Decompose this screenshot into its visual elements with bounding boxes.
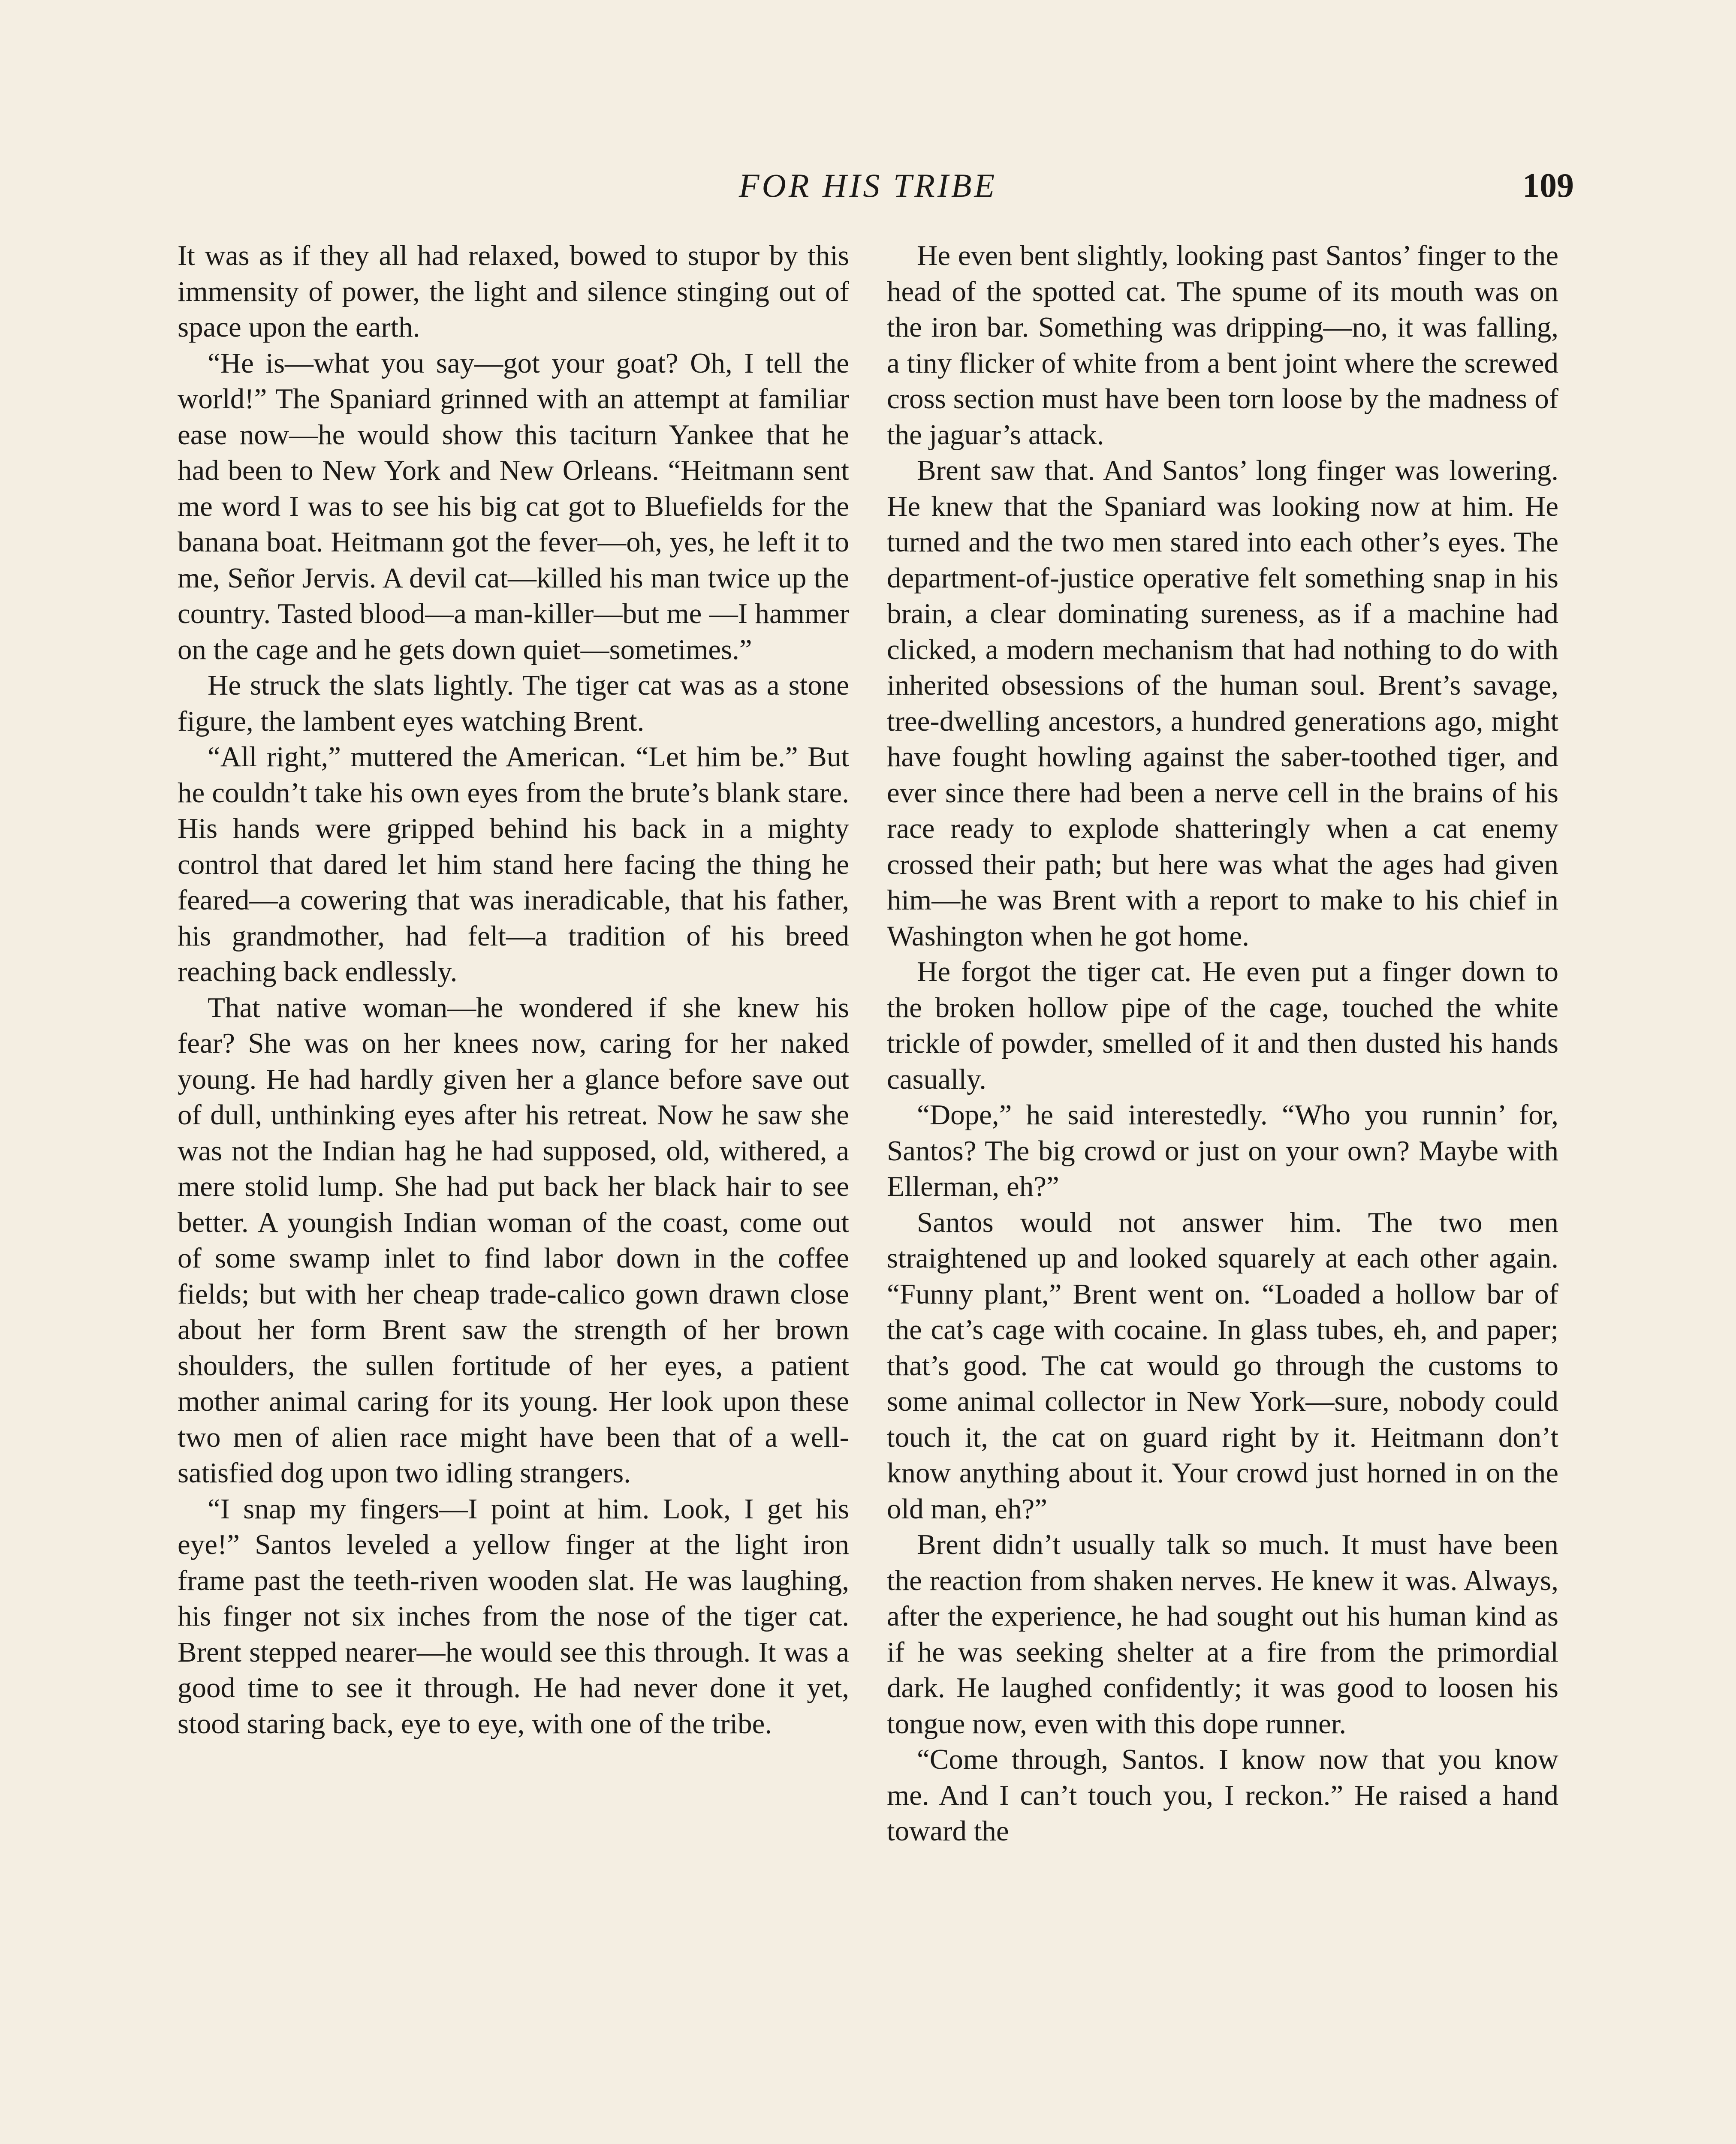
paragraph: “Come through, Santos. I know now that you know me. And I can’t touch you, I reckon.” He raised a hand toward the — [887, 1744, 1558, 1847]
paragraph: He forgot the tiger cat. He even put a finger down to the broken hollow pipe of the cage, touched the white trickle of powder, smelled of it and then dusted his hands casually. — [887, 956, 1558, 1095]
right-column — [887, 238, 1558, 1849]
page-number: 109 — [1522, 167, 1574, 205]
paragraph: That native woman—he wondered if she knew his fear? She was on her knees now, caring for her naked young. He had hardly given her a glance before save out of dull, unthinking eyes after his retreat. Now he saw she was not the Indian hag he had supposed, old, withered, a mere stolid lump. She had put back her black hair to see better. A youngish Indian woman of the coast, come out of some swamp inlet to find labor down in the coffee fields; but with her cheap trade-calico gown drawn close about her form Brent saw the strength of her brown shoulders, the sullen fortitude of her eyes, a patient mother animal caring for its young. Her look upon these two men of alien race might have been that of a well-satisfied dog upon two idling strangers. — [178, 991, 849, 1489]
paragraph: Brent didn’t usually talk so much. It must have been the reaction from shaken nerves. He knew it was. Always, after the experience, he had sought out his human kind as if he was seeking shelter at a fire from the primordial dark. He laughed confidently; it was good to loosen his tongue now, even with this dope runner. — [887, 1529, 1558, 1740]
paragraph: “I snap my fingers—I point at him. Look, I get his eye!” Santos leveled a yellow finger at the light iron frame past the teeth-riven wooden slat. He was laughing, his finger not six inches from the nose of the tiger cat. Brent stepped nearer—he would see this through. It was a good time to see it through. He had never done it yet, stood staring back, eye to eye, with one of the tribe. — [178, 1493, 849, 1740]
paragraph: He even bent slightly, looking past Santos’ finger to the head of the spotted cat. The spume of its mouth was on the iron bar. Something was dripping—no, it was falling, a tiny flicker of white from a bent joint where the screwed cross section must have been torn loose by the madness of the jaguar’s attack. — [887, 240, 1558, 451]
paragraph: Santos would not answer him. The two men straightened up and looked squarely at each other again. “Funny plant,” Brent went on. “Loaded a hollow bar of the cat’s cage with cocaine. In glass tubes, eh, and paper; that’s good. The cat would go through the customs to some animal collector in New York—sure, nobody could touch it, the cat on guard right by it. Heitmann don’t know anything about it. Your crowd just horned in on the old man, eh?” — [887, 1206, 1558, 1525]
running-title: FOR HIS TRIBE — [738, 167, 998, 204]
paragraph: “All right,” muttered the American. “Let him be.” But he couldn’t take his own eyes from the brute’s blank stare. His hands were gripped behind his back in a mighty control that dared let him stand here facing the thing he feared—a cowering that was ineradicable, that his father, his grandmother, had felt—a tradition of his breed reaching back endlessly. — [178, 741, 849, 988]
paragraph: Brent saw that. And Santos’ long finger was lowering. He knew that the Spaniard was looking now at him. He turned and the two men stared into each other’s eyes. The department-of-justice operative felt something snap in his brain, a clear dominating sureness, as if a machine had clicked, a modern mechanism that had nothing to do with inherited obsessions of the human soul. Brent’s savage, tree-dwelling ancestors, a hundred generations ago, might have fought howling against the saber-toothed tiger, and ever since there had been a nerve cell in the brains of his race ready to explode shatteringly when a cat enemy crossed their path; but here was what the ages had given him—he was Brent with a report to make to his chief in Washington when he got home. — [887, 455, 1558, 952]
paragraph: “Dope,” he said interestedly. “Who you runnin’ for, Santos? The big crowd or just on your own? Maybe with Ellerman, eh?” — [887, 1099, 1558, 1202]
paragraph: It was as if they all had relaxed, bowed to stupor by this immensity of power, the light and silence stinging out of space upon the earth. — [178, 240, 849, 343]
page-header — [0, 162, 1736, 214]
left-column — [178, 238, 849, 1742]
paragraph: “He is—what you say—got your goat? Oh, I tell the world!” The Spaniard grinned with an attempt at familiar ease now—he would show this taciturn Yankee that he had been to New York and New Orleans. “Heitmann sent me word I was to see his big cat got to Bluefields for the banana boat. Heitmann got the fever—oh, yes, he left it to me, Señor Jervis. A devil cat—killed his man twice up the country. Tasted blood—a man-killer—but me —I hammer on the cage and he gets down quiet—sometimes.” — [178, 347, 849, 665]
paragraph: He struck the slats lightly. The tiger cat was as a stone figure, the lambent eyes watching Brent. — [178, 669, 849, 737]
